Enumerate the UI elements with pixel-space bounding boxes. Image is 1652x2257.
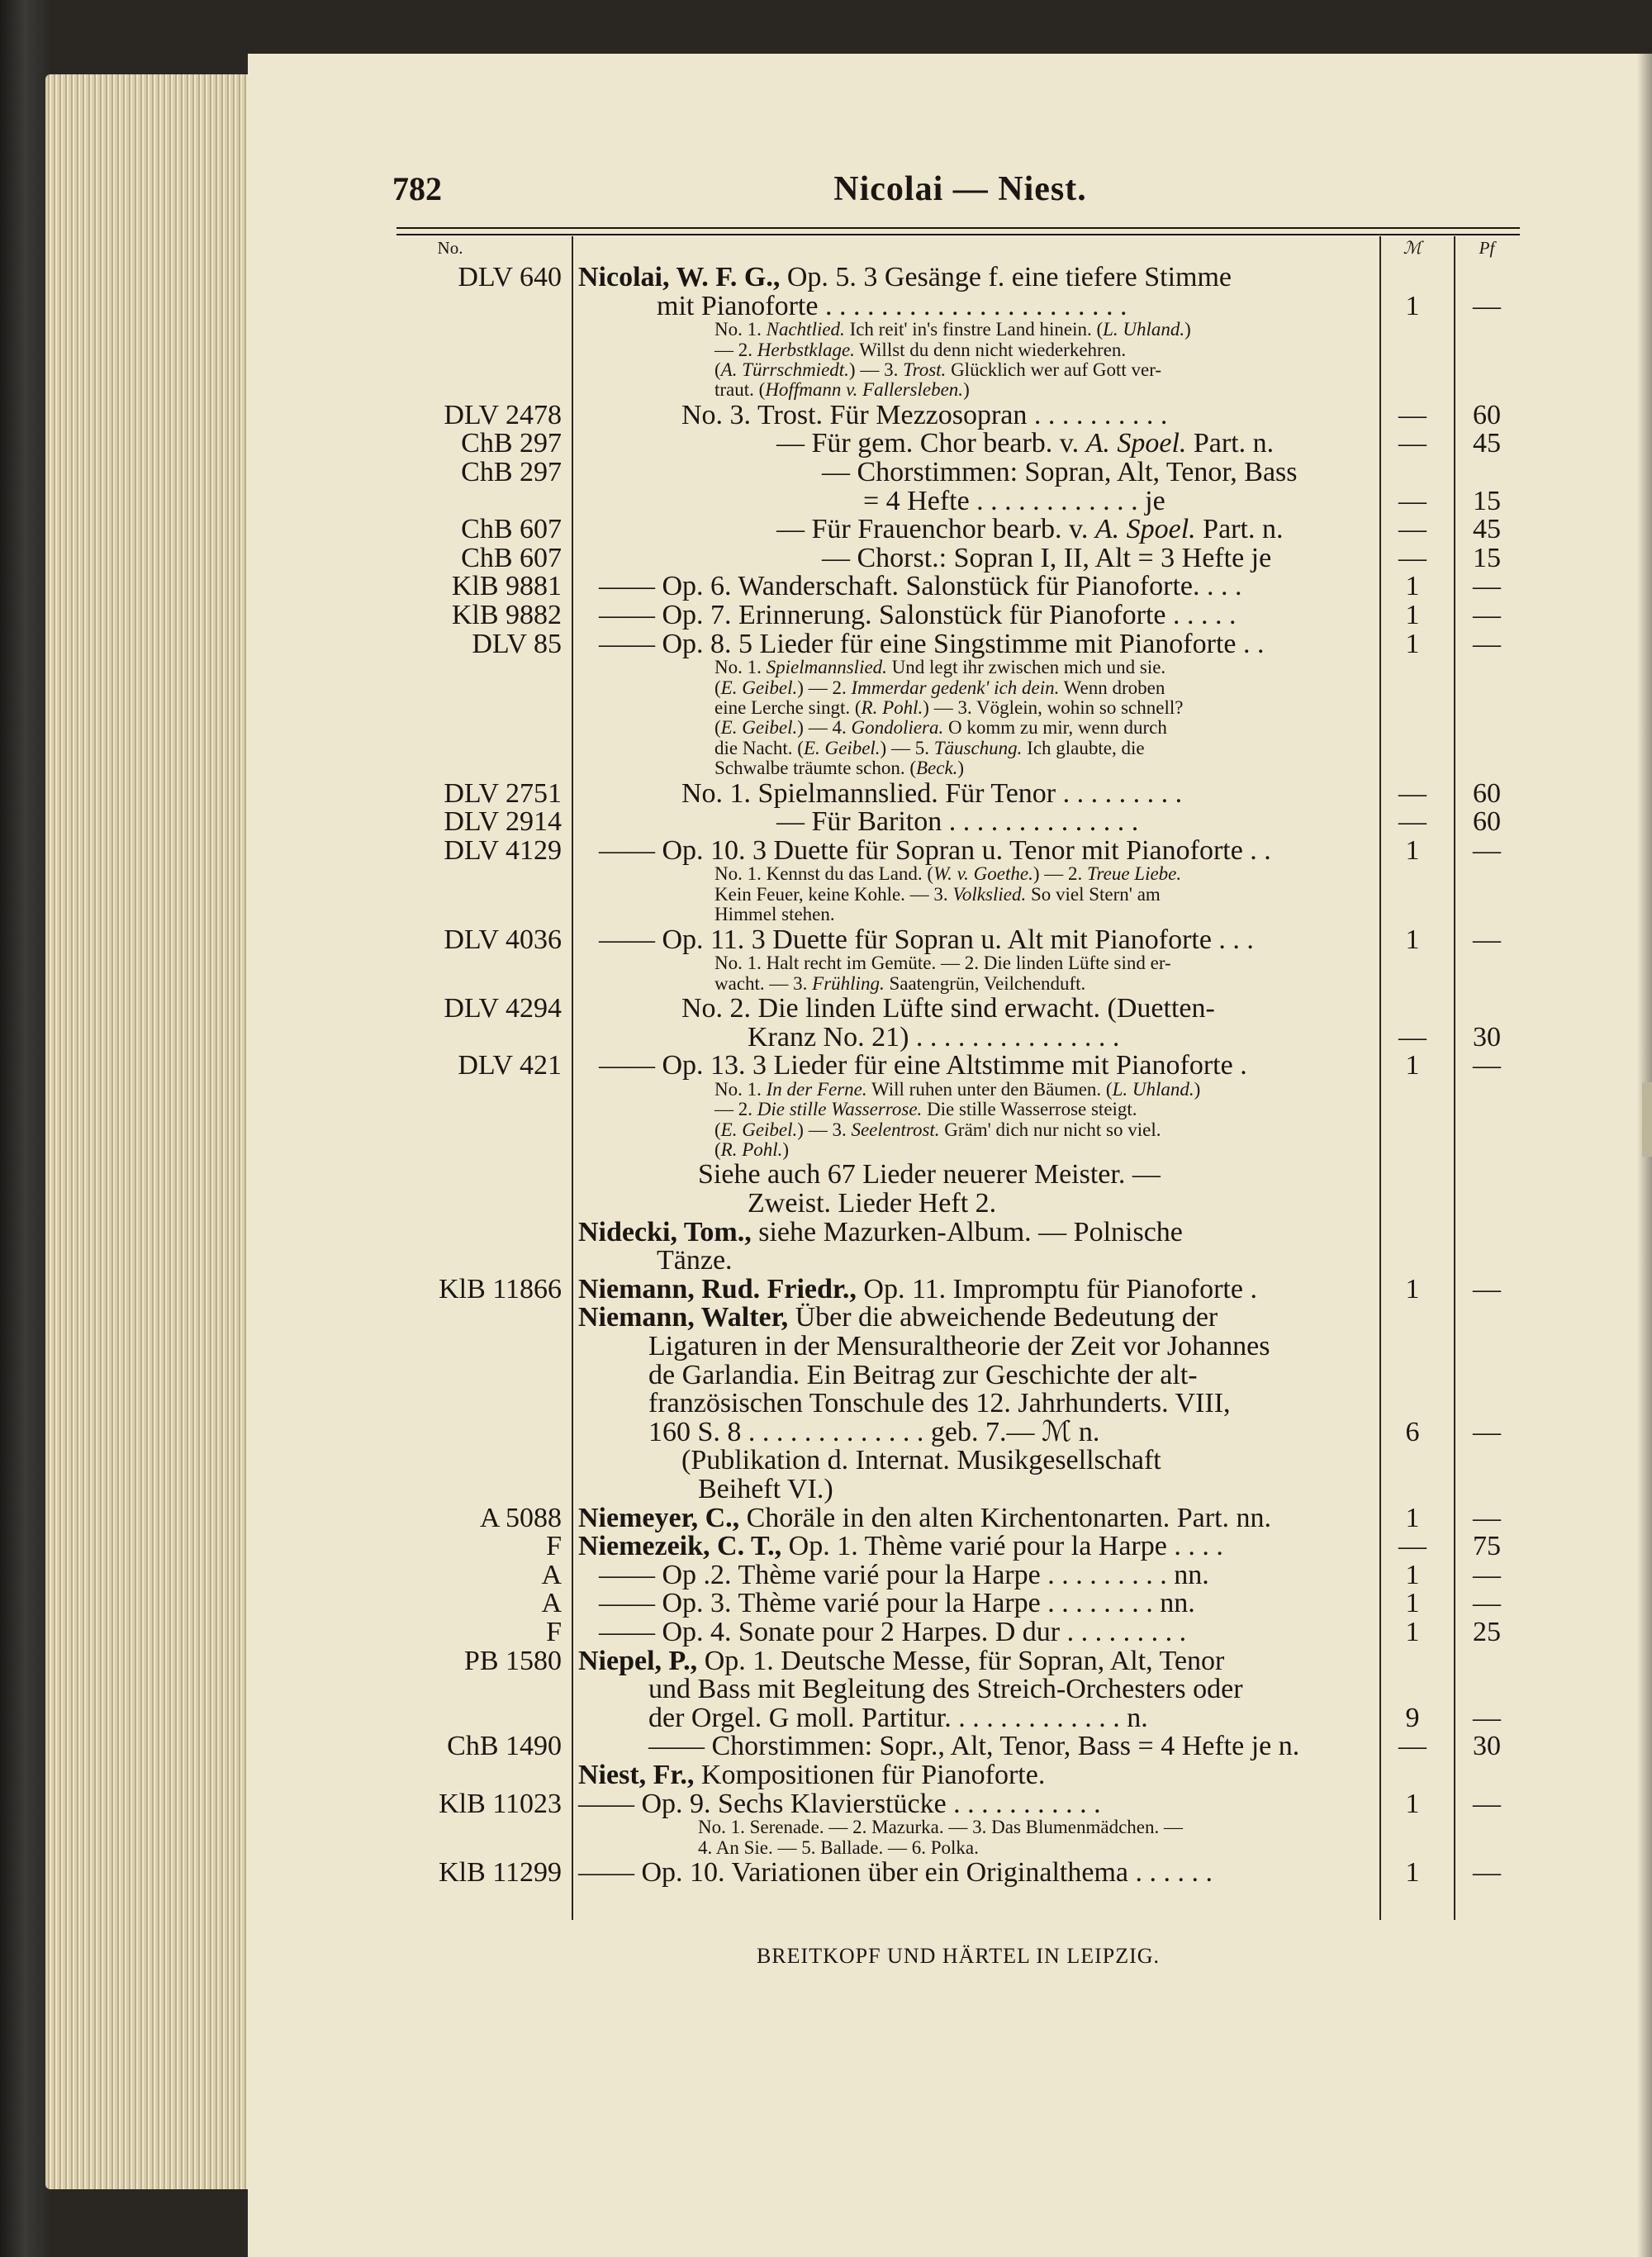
entry-text: —— Op. 8. 5 Lieder für eine Singstimme mit Pianoforte . . <box>599 628 1265 659</box>
price-mark: — <box>1398 514 1427 545</box>
price-pf: 60 <box>1473 777 1501 809</box>
catalogue-number: KlB 9881 <box>451 571 562 602</box>
entry-text: —— Op. 10. Variationen über ein Originalthema . . . . . . <box>578 1857 1213 1888</box>
entry-text: Siehe auch 67 Lieder neuerer Meister. — <box>698 1159 1161 1190</box>
price-pf: 15 <box>1473 485 1501 516</box>
price-mark: — <box>1398 777 1427 809</box>
price-mark: — <box>1398 485 1427 516</box>
entry-text: —— Op. 11. 3 Duette für Sopran u. Alt mit Pianoforte . . . <box>599 924 1254 955</box>
catalogue-number: ChB 607 <box>461 542 562 573</box>
entry-text: —— Op. 7. Erinnerung. Salonstück für Pianoforte . . . . . <box>599 600 1237 630</box>
column-header <box>396 234 1524 259</box>
entry-text: No. 1. Halt recht im Gemüte. — 2. Die linden Lüfte sind er- <box>714 953 1171 974</box>
entry-text: traut. (Hoffmann v. Fallersleben.) <box>714 379 970 401</box>
col-no: No. <box>437 238 463 258</box>
entry-text: (E. Geibel.) — 2. Immerdar gedenk' ich dein. Wenn droben <box>714 677 1165 698</box>
catalogue-number: A <box>541 1588 562 1619</box>
entry-text: 4. An Sie. — 5. Ballade. — 6. Polka. <box>698 1836 979 1858</box>
entry-text: (A. Türrschmiedt.) — 3. Trost. Glücklich wer auf Gott ver- <box>714 359 1162 380</box>
catalogue-number: ChB 297 <box>461 457 562 487</box>
price-pf: 15 <box>1473 542 1501 573</box>
publisher-footer: BREITKOPF UND HÄRTEL IN LEIPZIG. <box>756 1944 1161 1968</box>
entry-text: Beiheft VI.) <box>698 1474 833 1504</box>
entry-text: Nidecki, Tom., siehe Mazurken-Album. — Polnische <box>578 1216 1183 1247</box>
price-mark: 1 <box>1405 1502 1420 1533</box>
entry-text: = 4 Hefte . . . . . . . . . . . . je <box>863 485 1165 516</box>
catalogue-number: A 5088 <box>479 1502 562 1533</box>
price-pf: 60 <box>1473 399 1501 430</box>
entry-text: französischen Tonschule des 12. Jahrhunderts. VIII, <box>648 1388 1231 1419</box>
entry-text: No. 1. Nachtlied. Ich reit' in's finstre Land hinein. (L. Uhland.) <box>714 319 1191 340</box>
price-pf: 25 <box>1473 1617 1501 1647</box>
catalogue-number: KlB 11866 <box>439 1273 562 1304</box>
entry-text: Ligaturen in der Mensuraltheorie der Zeit vor Johannes <box>648 1331 1270 1361</box>
catalogue-number: DLV 421 <box>458 1050 562 1081</box>
entry-text: Niemann, Rud. Friedr., Op. 11. Impromptu für Pianoforte . <box>578 1273 1257 1304</box>
entry-text: —— Op. 9. Sechs Klavierstücke . . . . . . . . . . . <box>578 1788 1101 1819</box>
price-mark: 9 <box>1405 1702 1420 1733</box>
entry-text: Himmel stehen. <box>714 904 835 925</box>
entry-text: — Für Frauenchor bearb. v. A. Spoel. Part. n. <box>776 514 1284 545</box>
price-mark: 6 <box>1405 1416 1420 1447</box>
col-pf: Pf <box>1479 238 1495 258</box>
catalogue-number: F <box>546 1531 562 1562</box>
entry-text: (R. Pohl.) <box>714 1139 790 1160</box>
entry-text: No. 1. Spielmannslied. Und legt ihr zwischen mich und sie. <box>714 657 1166 678</box>
entry-text: — Chorstimmen: Sopran, Alt, Tenor, Bass <box>822 457 1298 487</box>
price-mark: — <box>1398 1531 1427 1562</box>
entry-text: und Bass mit Begleitung des Streich-Orchesters oder <box>648 1674 1243 1705</box>
entry-text: —— Op .2. Thème varié pour la Harpe . . . . . . . . . nn. <box>599 1559 1209 1590</box>
entry-text: — 2. Herbstklage. Willst du denn nicht wiederkehren. <box>714 339 1127 360</box>
price-mark: — <box>1398 1021 1427 1052</box>
header-rule-top <box>396 227 1520 229</box>
entry-text: No. 1. Kennst du das Land. (W. v. Goethe.) — 2. Treue Liebe. <box>714 863 1182 885</box>
entry-text: No. 1. Serenade. — 2. Mazurka. — 3. Das Blumenmädchen. — <box>698 1817 1183 1838</box>
entry-text: Niemann, Walter, Über die abweichende Bedeutung der <box>578 1302 1218 1333</box>
catalogue-number: KlB 11023 <box>439 1788 562 1819</box>
entry-text: der Orgel. G moll. Partitur. . . . . . . . . . . . . n. <box>648 1702 1148 1733</box>
price-mark: 1 <box>1405 1788 1420 1819</box>
price-mark: — <box>1398 806 1427 838</box>
entry-text: Kranz No. 21) . . . . . . . . . . . . . . . <box>748 1021 1120 1052</box>
entry-text: —— Op. 3. Thème varié pour la Harpe . . . . . . . . nn. <box>599 1588 1195 1619</box>
price-pf: 60 <box>1473 806 1501 838</box>
price-pf: — <box>1473 1050 1501 1081</box>
entry-text: No. 1. Spielmannslied. Für Tenor . . . . . . . . . <box>681 777 1183 809</box>
catalogue-number: DLV 2751 <box>444 777 562 809</box>
price-pf: — <box>1473 290 1501 321</box>
page-number: 782 <box>392 170 442 207</box>
catalogue-number: ChB 607 <box>461 514 562 545</box>
entry-text: —— Op. 10. 3 Duette für Sopran u. Tenor mit Pianoforte . . <box>599 834 1271 866</box>
price-pf: — <box>1473 1588 1501 1619</box>
entry-text: No. 2. Die linden Lüfte sind erwacht. (Duetten- <box>681 993 1215 1024</box>
entry-text: — Für gem. Chor bearb. v. A. Spoel. Part. n. <box>776 428 1275 459</box>
entry-text: Zweist. Lieder Heft 2. <box>748 1188 997 1219</box>
entry-text: wacht. — 3. Frühling. Saatengrün, Veilchenduft. <box>714 972 1086 994</box>
price-pf: — <box>1473 834 1501 866</box>
catalogue-number: KlB 9882 <box>451 600 562 630</box>
scan-marker <box>1642 1082 1652 1157</box>
entry-text: Tänze. <box>657 1245 733 1276</box>
book-spine <box>0 0 50 2257</box>
catalogue-number: ChB 1490 <box>447 1731 562 1762</box>
entry-text: Kein Feuer, keine Kohle. — 3. Volkslied. So viel Stern' am <box>714 883 1161 905</box>
entry-text: —— Op. 4. Sonate pour 2 Harpes. D dur . . . . . . . . . <box>599 1617 1187 1647</box>
running-header <box>392 169 1528 219</box>
price-pf: 30 <box>1473 1731 1501 1762</box>
col-mark: ℳ <box>1403 238 1422 258</box>
price-mark: 1 <box>1405 924 1420 955</box>
entry-text: —— Chorstimmen: Sopr., Alt, Tenor, Bass = 4 Hefte je n. <box>648 1731 1300 1762</box>
price-mark: — <box>1398 542 1427 573</box>
catalogue-number: DLV 4036 <box>444 924 562 955</box>
entry-text: Niemeyer, C., Choräle in den alten Kirchentonarten. Part. nn. <box>578 1502 1272 1533</box>
entry-text: (Publikation d. Internat. Musikgesellschaft <box>681 1445 1161 1476</box>
price-pf: — <box>1473 924 1501 955</box>
catalogue-number: A <box>541 1559 562 1590</box>
catalogue-number: DLV 2914 <box>444 806 562 838</box>
entry-text: — 2. Die stille Wasserrose. Die stille Wasserrose steigt. <box>714 1099 1137 1120</box>
column-divider-desc <box>1379 236 1381 1920</box>
price-pf: 30 <box>1473 1021 1501 1052</box>
price-mark: 1 <box>1405 834 1420 866</box>
entry-text: Nicolai, W. F. G., Op. 5. 3 Gesänge f. eine tiefere Stimme <box>578 262 1232 292</box>
price-pf: — <box>1473 628 1501 659</box>
price-mark: 1 <box>1405 1857 1420 1888</box>
price-pf: 45 <box>1473 428 1501 459</box>
page-edges <box>45 74 260 2189</box>
price-pf: — <box>1473 1559 1501 1590</box>
entry-text: Niepel, P., Op. 1. Deutsche Messe, für Sopran, Alt, Tenor <box>578 1645 1225 1676</box>
catalogue-number: KlB 11299 <box>439 1857 562 1888</box>
catalogue-number: DLV 4294 <box>444 993 562 1024</box>
catalogue-number: DLV 2478 <box>444 399 562 430</box>
price-pf: — <box>1473 571 1501 602</box>
column-divider-no <box>572 236 573 1920</box>
price-pf: — <box>1473 1273 1501 1304</box>
price-pf: — <box>1473 1788 1501 1819</box>
entry-text: — Chorst.: Sopran I, II, Alt = 3 Hefte je <box>822 542 1272 573</box>
catalogue-number: DLV 640 <box>458 262 562 292</box>
catalogue-number: PB 1580 <box>463 1645 562 1676</box>
entry-text: de Garlandia. Ein Beitrag zur Geschichte der alt- <box>648 1359 1198 1390</box>
entry-text: (E. Geibel.) — 4. Gondoliera. O komm zu mir, wenn durch <box>714 717 1167 739</box>
catalogue-number: DLV 85 <box>472 628 562 659</box>
entry-text: No. 3. Trost. Für Mezzosopran . . . . . . . . . . <box>681 399 1168 430</box>
entry-text: Niemezeik, C. T., Op. 1. Thème varié pour la Harpe . . . . <box>578 1531 1223 1562</box>
catalogue-number: ChB 297 <box>461 428 562 459</box>
entry-text: — Für Bariton . . . . . . . . . . . . . . <box>776 806 1139 838</box>
price-pf: — <box>1473 1702 1501 1733</box>
price-pf: 45 <box>1473 514 1501 545</box>
catalogue-number: DLV 4129 <box>444 834 562 866</box>
price-mark: 1 <box>1405 1617 1420 1647</box>
entry-text: Schwalbe träumte schon. (Beck.) <box>714 758 965 779</box>
entry-text: (E. Geibel.) — 3. Seelentrost. Gräm' dich nur nicht so viel. <box>714 1119 1161 1140</box>
price-mark: 1 <box>1405 571 1420 602</box>
price-pf: — <box>1473 1857 1501 1888</box>
entry-text: —— Op. 6. Wanderschaft. Salonstück für Pianoforte. . . . <box>599 571 1242 602</box>
entry-text: No. 1. In der Ferne. Will ruhen unter den Bäumen. (L. Uhland.) <box>714 1078 1201 1100</box>
price-mark: 1 <box>1405 1588 1420 1619</box>
price-mark: 1 <box>1405 1559 1420 1590</box>
entry-text: Niest, Fr., Kompositionen für Pianoforte. <box>578 1760 1046 1790</box>
price-mark: 1 <box>1405 628 1420 659</box>
price-pf: — <box>1473 1416 1501 1447</box>
price-pf: — <box>1473 600 1501 630</box>
entry-text: die Nacht. (E. Geibel.) — 5. Täuschung. Ich glaubte, die <box>714 737 1145 758</box>
price-pf: — <box>1473 1502 1501 1533</box>
catalogue-number: F <box>546 1617 562 1647</box>
entry-text: 160 S. 8 . . . . . . . . . . . . . geb. 7.— ℳ n. <box>648 1416 1100 1447</box>
page-title: Nicolai — Niest. <box>833 170 1087 208</box>
entry-text: mit Pianoforte . . . . . . . . . . . . . . . . . . . . . . <box>657 290 1127 321</box>
price-mark: 1 <box>1405 290 1420 321</box>
price-pf: 75 <box>1473 1531 1501 1562</box>
price-mark: 1 <box>1405 1050 1420 1081</box>
price-mark: — <box>1398 428 1427 459</box>
price-mark: — <box>1398 399 1427 430</box>
price-mark: 1 <box>1405 600 1420 630</box>
entry-text: eine Lerche singt. (R. Pohl.) — 3. Vöglein, wohin so schnell? <box>714 697 1184 718</box>
price-mark: 1 <box>1405 1273 1420 1304</box>
price-mark: — <box>1398 1731 1427 1762</box>
entry-text: —— Op. 13. 3 Lieder für eine Altstimme mit Pianoforte . <box>599 1050 1247 1081</box>
